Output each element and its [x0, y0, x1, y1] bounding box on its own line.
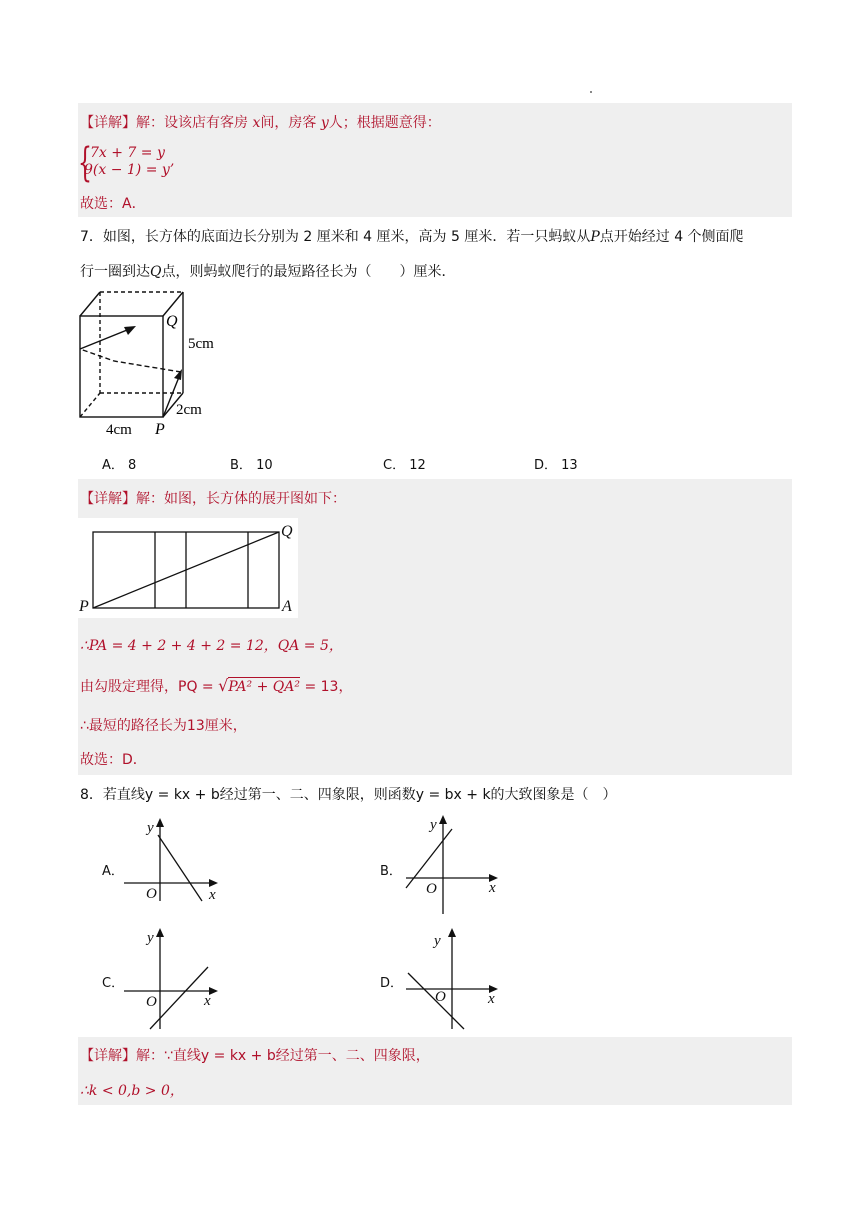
q7-solution-step2: 由勾股定理得，PQ = √PA² + QA² = 13， — [80, 676, 353, 695]
net-figure — [78, 518, 298, 618]
axis-label-origin: O — [426, 881, 437, 897]
axis-label-origin: O — [435, 989, 446, 1005]
axis-label-x: x — [204, 993, 211, 1009]
axis-label-y: y — [147, 820, 154, 836]
q8-graph-a — [120, 815, 230, 905]
q7-option-b: B． 10 — [230, 458, 273, 473]
cuboid-label-p: P — [155, 421, 165, 438]
q7-solution-step3: ∴最短的路径长为13厘米， — [80, 718, 247, 734]
q7-option-a: A． 8 — [102, 458, 137, 473]
net-label-a: A — [282, 598, 292, 615]
q6-solution-line1: 【详解】解：设该店有客房 x间，房客 y人；根据题意得： — [80, 115, 441, 131]
q7-option-c: C． 12 — [383, 458, 426, 473]
q7-answer: 故选：D． — [80, 752, 147, 768]
equation-brace: { — [78, 140, 92, 186]
axis-label-y: y — [434, 933, 441, 949]
axis-label-origin: O — [146, 994, 157, 1010]
net-label-q: Q — [281, 523, 293, 540]
q8-option-d-label: D． — [380, 976, 404, 991]
q8-option-a-label: A． — [102, 864, 124, 879]
solution-tag: 【详解】 — [80, 115, 136, 131]
axis-label-x: x — [488, 991, 495, 1007]
q8-question: 8．若直线y = kx + b经过第一、二、四象限，则函数y = bx + k的大致图象是（ ） — [80, 787, 617, 803]
q8-option-c-label: C． — [102, 976, 125, 991]
page-mark — [590, 91, 592, 93]
solution-tag: 【详解】 — [80, 491, 136, 507]
cuboid-label-depth: 2cm — [176, 402, 202, 418]
q7-option-d: D． 13 — [534, 458, 578, 473]
axis-label-y: y — [430, 817, 437, 833]
q8-graph-b — [402, 812, 512, 916]
axis-label-y: y — [147, 930, 154, 946]
solution-tag: 【详解】 — [80, 1048, 136, 1064]
q7-question-line1: 7．如图，长方体的底面边长分别为 2 厘米和 4 厘米，高为 5 厘米．若一只蚂蚁从P点开始经过 4 个侧面爬 — [80, 229, 744, 245]
q6-equation-1: 7x + 7 = y — [90, 145, 165, 161]
q8-solution-line1: 【详解】解：∵直线y = kx + b经过第一、二、四象限， — [80, 1048, 430, 1064]
axis-label-x: x — [489, 880, 496, 896]
q7-question-line2: 行一圈到达Q点，则蚂蚁爬行的最短路径长为（ ）厘米． — [80, 264, 456, 280]
q7-solution-line1: 【详解】解：如图，长方体的展开图如下： — [80, 491, 346, 507]
q6-equation-2: 9(x − 1) = y’ — [84, 162, 175, 178]
q6-answer: 故选：A． — [80, 196, 146, 212]
q8-graph-c — [120, 925, 230, 1033]
q7-solution-step1: ∴PA = 4 + 2 + 4 + 2 = 12，QA = 5， — [80, 638, 343, 654]
net-label-p: P — [79, 598, 89, 615]
cuboid-figure — [74, 286, 234, 442]
q8-graph-d — [402, 925, 512, 1033]
cuboid-label-height: 5cm — [188, 336, 214, 352]
axis-label-x: x — [209, 887, 216, 903]
q8-option-b-label: B． — [380, 864, 402, 879]
cuboid-label-q: Q — [166, 313, 178, 330]
axis-label-origin: O — [146, 886, 157, 902]
q8-solution-line2: ∴k < 0,b > 0， — [80, 1083, 184, 1099]
cuboid-label-width: 4cm — [106, 422, 132, 438]
